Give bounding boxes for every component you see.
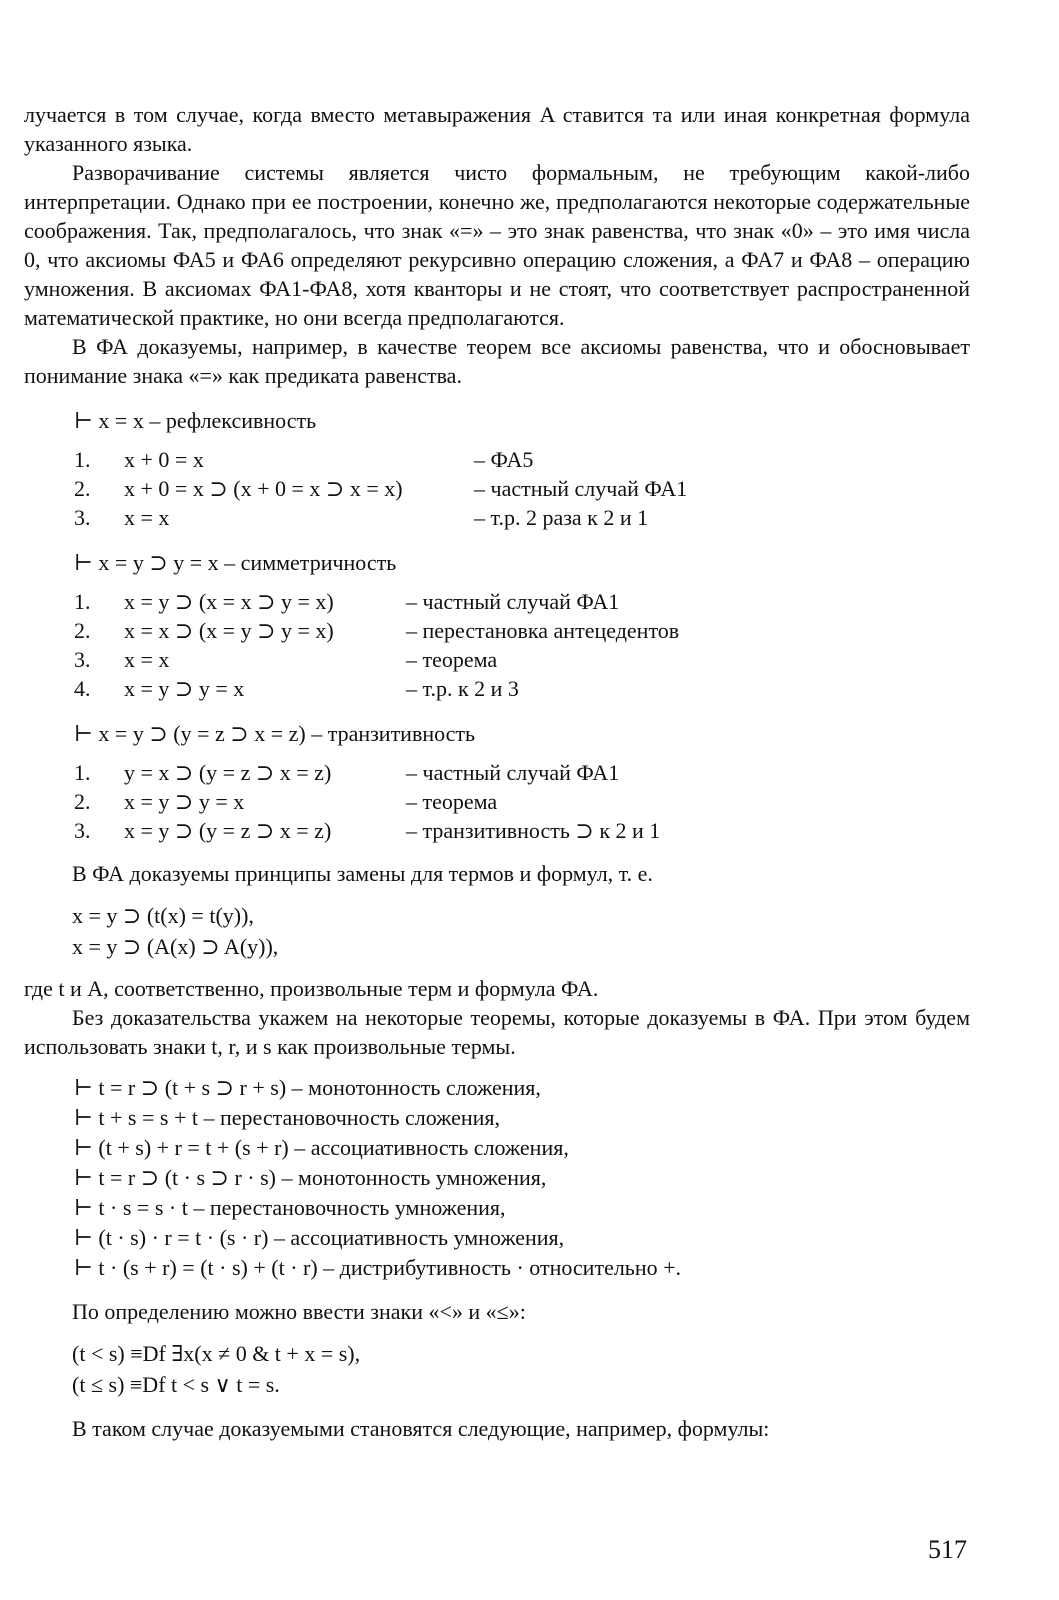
proof-transitivity [74,758,970,845]
theorem-item: ⊢ (t + s) + r = t + (s + r) – ассоциативность сложения, [74,1135,569,1160]
page-number: 517 [928,1535,967,1564]
theorem-transitivity-heading: ⊢ x = y ⊃ (y = z ⊃ x = z) – транзитивность [74,721,476,746]
theorem-item: ⊢ t + s = s + t – перестановочность сложения, [74,1105,501,1130]
theorem-item: ⊢ (t · s) · r = t · (s · r) – ассоциативность умножения, [74,1225,565,1250]
proof-step: 4. x = y ⊃ y = x – т.р. к 2 и 3 [74,676,519,701]
order-definitions [72,1338,970,1400]
definition-less-or-equal: (t ≤ s) ≡Df t < s ∨ t = s. [72,1372,280,1397]
proof-step: 1. x = y ⊃ (x = x ⊃ y = x) – частный случай ФА1 [74,589,620,614]
paragraph-7: По определению можно ввести знаки «<» и «≤»: [72,1299,526,1324]
theorem-item: ⊢ t = r ⊃ (t · s ⊃ r · s) – монотонность умножения, [74,1165,547,1190]
proof-step: 3. x = x – т.р. 2 раза к 2 и 1 [74,505,649,530]
theorem-reflexivity-heading: ⊢ x = x – рефлексивность [74,408,317,433]
theorem-item: ⊢ t · s = s · t – перестановочность умножения, [74,1195,506,1220]
proof-step: 2. x = x ⊃ (x = y ⊃ y = x) – перестановка антецедентов [74,618,680,643]
substitution-term: x = y ⊃ (t(x) = t(y)), [72,903,254,928]
proof-symmetry [74,587,970,703]
proof-step: 3. x = y ⊃ (y = z ⊃ x = z) – транзитивность ⊃ к 2 и 1 [74,818,661,843]
substitution-formulas [72,900,970,962]
proof-reflexivity [74,445,970,532]
paragraph-4: В ФА доказуемы принципы замены для термов и формул, т. е. [72,861,653,886]
proof-step: 1. y = x ⊃ (y = z ⊃ x = z) – частный случай ФА1 [74,760,620,785]
theorem-symmetry-heading: ⊢ x = y ⊃ y = x – симметричность [74,550,397,575]
proof-step: 2. x = y ⊃ y = x – теорема [74,789,498,814]
proof-step: 3. x = x – теорема [74,647,498,672]
theorem-list [74,1073,970,1283]
substitution-formula: x = y ⊃ (A(x) ⊃ A(y)), [72,934,279,959]
proof-step: 1. x + 0 = x – ФА5 [74,447,534,472]
paragraph-5: где t и A, соответственно, произвольные терм и формула ФА. [24,976,599,1001]
paragraph-8: В таком случае доказуемыми становятся следующие, например, формулы: [72,1416,770,1441]
proof-step: 2. x + 0 = x ⊃ (x + 0 = x ⊃ x = x) – частный случай ФА1 [74,476,688,501]
paragraph-3: В ФА доказуемы, например, в качестве теорем все аксиомы равенства, что и обосновывает понимание знака «=» как предиката равенства. [24,334,970,388]
theorem-item: ⊢ t = r ⊃ (t + s ⊃ r + s) – монотонность сложения, [74,1075,541,1100]
paragraph-1: лучается в том случае, когда вместо метавыражения A ставится та или иная конкретная формула указанного языка. [24,102,970,156]
page-body [24,100,970,1443]
definition-less-than: (t < s) ≡Df ∃x(x ≠ 0 & t + x = s), [72,1341,361,1366]
theorem-item: ⊢ t · (s + r) = (t · s) + (t · r) – дистрибутивность · относительно +. [74,1255,682,1280]
paragraph-2: Разворачивание системы является чисто формальным, не требующим какой-либо интерпретации. Однако при ее построении, конечно же, предполагаются некоторые содержательные соображения. Так, предполагалось, что знак «=» – это знак равенства, что знак «0» – это имя числа 0, что аксиомы ФА5 и ФА6 определяют рекурсивно операцию сложения, а ФА7 и ФА8 – операцию умножения. В аксиомах ФА1-ФА8, хотя кванторы и не стоят, что соответствует распространенной математической практике, но они всегда предполагаются. [24,160,970,330]
paragraph-6: Без доказательства укажем на некоторые теоремы, которые доказуемы в ФА. При этом будем использовать знаки t, r, и s как произвольные термы. [24,1005,970,1059]
